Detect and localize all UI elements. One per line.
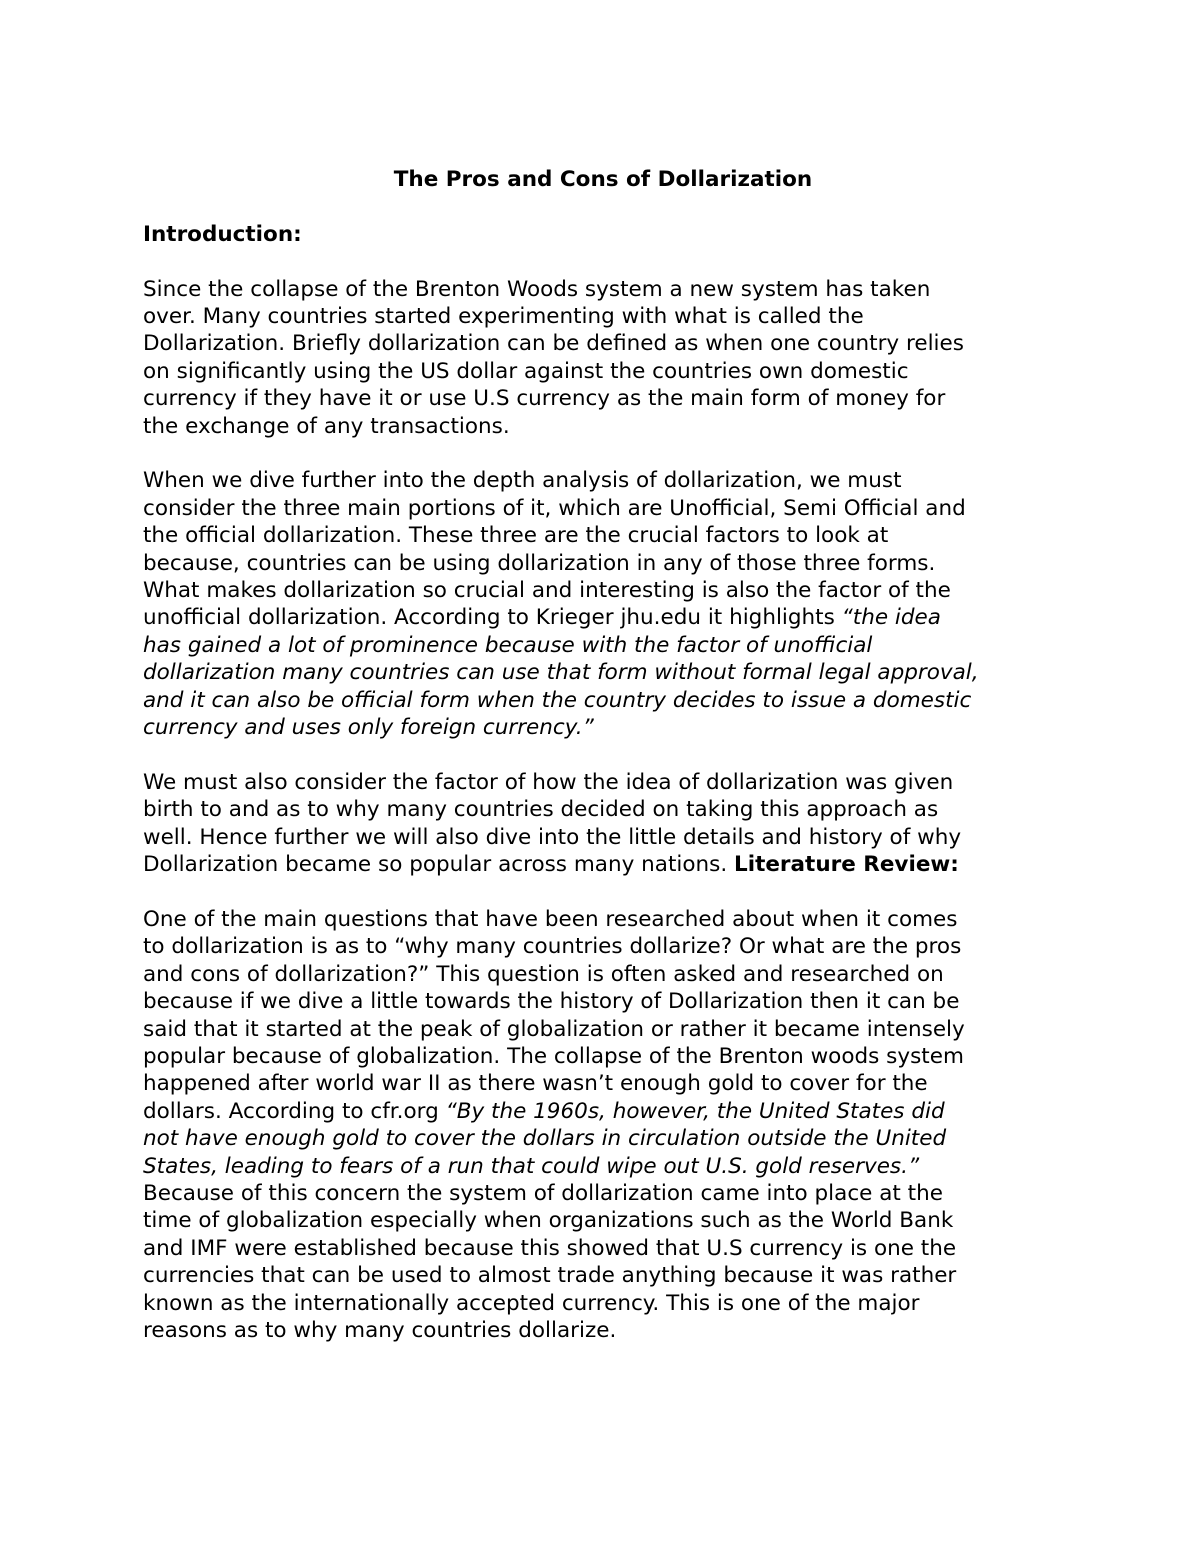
text-line: What makes dollarization so crucial and interesting is also the factor of the (143, 578, 951, 604)
text-line: currency if they have it or use U.S currency as the main form of money for (143, 386, 946, 412)
text-line: consider the three main portions of it, which are Unofficial, Semi Official and (143, 495, 966, 521)
paragraph-literature (143, 906, 1063, 1345)
paragraph-history (143, 769, 1063, 879)
text-line: We must also consider the factor of how the idea of dollarization was given (143, 769, 954, 795)
text-line: and IMF were established because this showed that U.S currency is one the (143, 1235, 957, 1261)
cfr-quote-start: “By the 1960s, however, the United States did (445, 1098, 945, 1124)
text-line: Because of this concern the system of dollarization came into place at the (143, 1180, 943, 1206)
cfr-quote-line: States, leading to fears of a run that could wipe out U.S. gold reserves.” (143, 1153, 920, 1179)
krieger-quote-line: and it can also be official form when the country decides to issue a domestic (143, 687, 972, 713)
krieger-quote-line: currency and uses only foreign currency.” (143, 715, 594, 741)
text-line: well. Hence further we will also dive into the little details and history of why (143, 824, 962, 850)
text-run: dollars. According to cfr.org (143, 1098, 446, 1124)
text-line: because if we dive a little towards the history of Dollarization then it can be (143, 989, 960, 1015)
text-line (143, 1098, 1063, 1125)
text-line: known as the internationally accepted currency. This is one of the major (143, 1290, 920, 1316)
text-run: Dollarization became so popular across many nations. (143, 852, 734, 878)
literature-review-heading: Literature Review: (734, 852, 959, 878)
text-line: currencies that can be used to almost trade anything because it was rather (143, 1263, 957, 1289)
krieger-quote-start: “the idea (841, 605, 941, 631)
paragraph-intro (143, 276, 1063, 440)
krieger-quote-line: has gained a lot of prominence because with the factor of unofficial (143, 632, 873, 658)
text-run: unofficial dollarization. According to Krieger jhu.edu it highlights (143, 605, 842, 631)
text-line: because, countries can be using dollarization in any of those three forms. (143, 550, 936, 576)
text-line: happened after world war II as there wasn’t enough gold to cover for the (143, 1071, 928, 1097)
cfr-quote-line: not have enough gold to cover the dollars in circulation outside the United (143, 1126, 947, 1152)
text-line: popular because of globalization. The collapse of the Brenton woods system (143, 1043, 964, 1069)
text-line: to dollarization is as to “why many countries dollarize? Or what are the pros (143, 934, 962, 960)
paragraph-forms (143, 467, 1063, 741)
text-line: over. Many countries started experimenting with what is called the (143, 303, 864, 329)
document-title: The Pros and Cons of Dollarization (393, 167, 813, 192)
text-line: reasons as to why many countries dollarize. (143, 1317, 617, 1343)
text-line: Since the collapse of the Brenton Woods system a new system has taken (143, 276, 931, 302)
text-line: When we dive further into the depth analysis of dollarization, we must (143, 468, 902, 494)
text-line: the exchange of any transactions. (143, 413, 510, 439)
introduction-heading: Introduction: (143, 221, 302, 247)
text-line: on significantly using the US dollar against the countries own domestic (143, 358, 909, 384)
text-line: and cons of dollarization?” This question is often asked and researched on (143, 961, 944, 987)
text-line: the official dollarization. These three are the crucial factors to look at (143, 523, 889, 549)
text-line: birth to and as to why many countries decided on taking this approach as (143, 797, 939, 823)
text-line: time of globalization especially when organizations such as the World Bank (143, 1208, 954, 1234)
text-line: One of the main questions that have been researched about when it comes (143, 906, 958, 932)
text-line (143, 604, 1063, 631)
text-line (143, 851, 1063, 878)
text-line: said that it started at the peak of globalization or rather it became intensely (143, 1016, 965, 1042)
document-body (143, 166, 1063, 1344)
krieger-quote-line: dollarization many countries can use that form without formal legal approval, (143, 660, 979, 686)
text-line: Dollarization. Briefly dollarization can be defined as when one country relies (143, 331, 964, 357)
